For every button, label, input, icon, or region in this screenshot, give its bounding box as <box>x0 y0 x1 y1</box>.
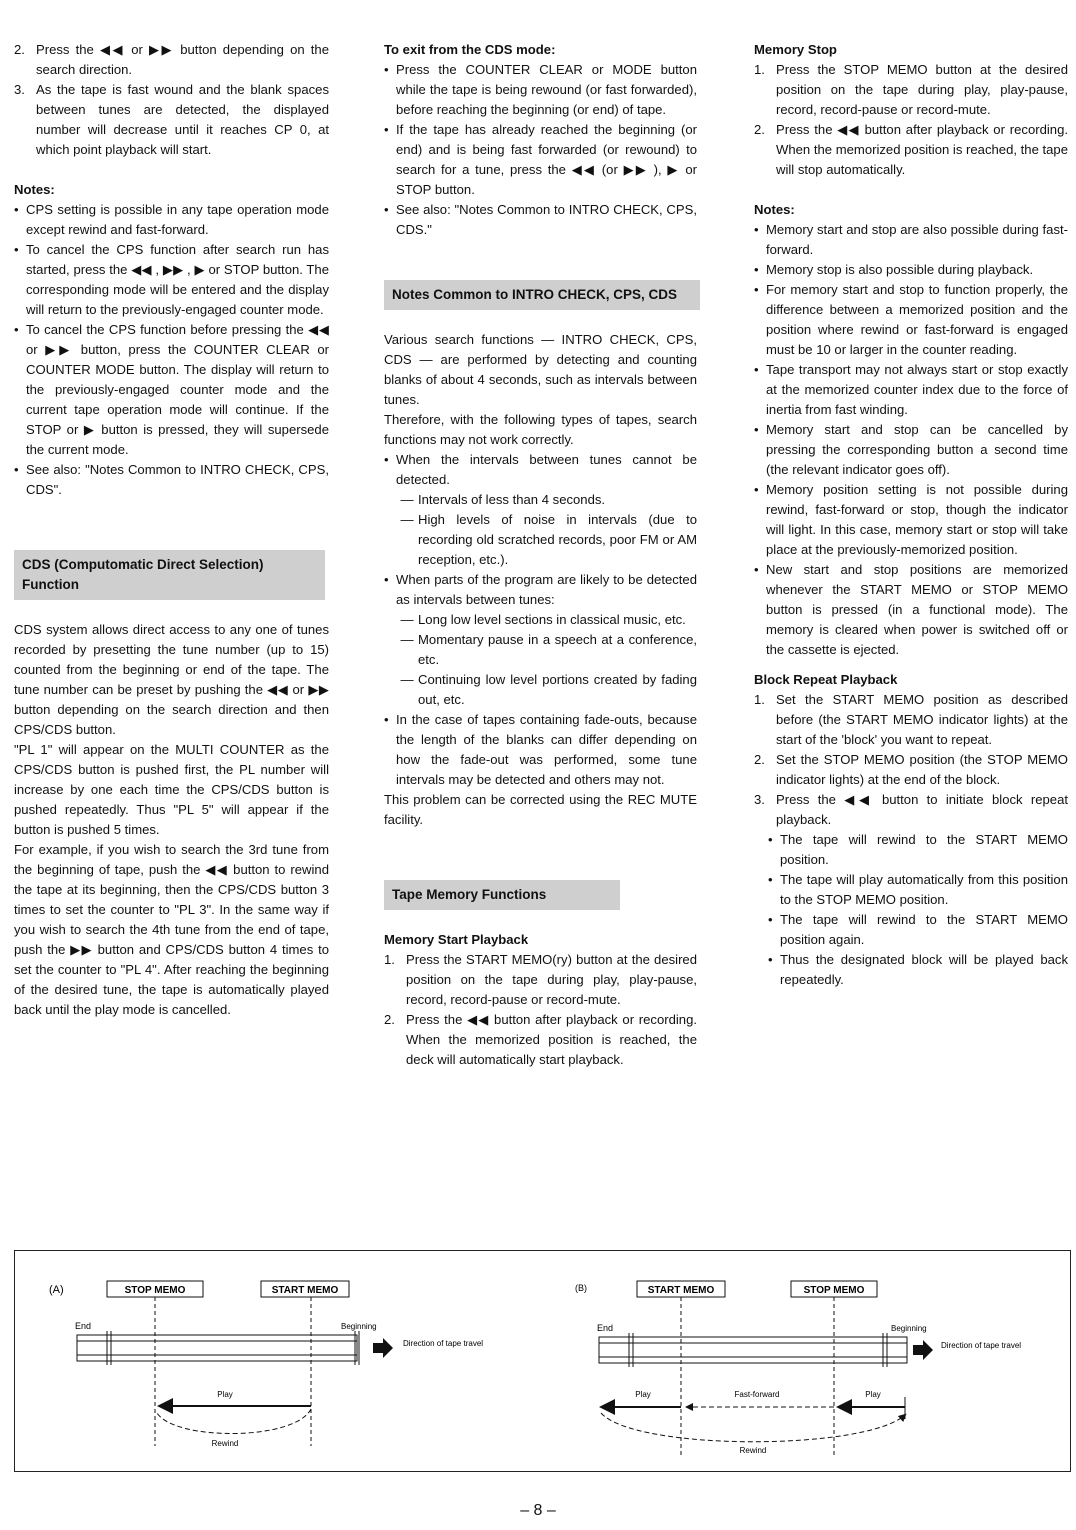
memory-stop-steps <box>754 60 1068 180</box>
bullet-icon: • <box>768 832 773 847</box>
bullet-icon: • <box>754 282 759 297</box>
direction-arrow-icon <box>373 1338 393 1358</box>
list-item <box>14 240 329 320</box>
list-item <box>754 420 1068 480</box>
list-item <box>768 870 1068 910</box>
list-item <box>754 60 1068 120</box>
page-number: – 8 – <box>520 1502 556 1519</box>
list-item <box>396 490 697 510</box>
bullet-icon: • <box>384 712 389 727</box>
bullet-icon: • <box>754 422 759 437</box>
block-repeat-steps <box>754 690 1068 830</box>
common-paragraph: Various search functions — INTRO CHECK, CPS, CDS — are performed by detecting and counting blanks of about 4 seconds, such as intervals between tunes. <box>384 332 697 407</box>
note-text: To cancel the CPS function after search run has started, press the ◀◀ , ▶▶ , ▶ or STOP button. The corresponding mode will be entered and the display will return to the previously-engaged counter mode. <box>26 242 329 317</box>
list-item <box>768 950 1068 990</box>
rewind-arrow <box>157 1409 311 1434</box>
cps-steps <box>14 40 329 160</box>
notes-heading: Notes: <box>14 182 55 197</box>
diagram-a <box>49 1281 483 1448</box>
note-text: For memory start and stop to function properly, the difference between a memorized position and the position where rewind or fast-forward is engaged must be 10 or larger in the counter reading. <box>766 282 1068 357</box>
list-item <box>14 320 329 460</box>
bullet-text: The tape will rewind to the START MEMO position again. <box>780 912 1068 947</box>
list-item <box>384 1010 697 1070</box>
note-text: CPS setting is possible in any tape operation mode except rewind and fast-forward. <box>26 202 329 237</box>
bullet-icon: • <box>768 872 773 887</box>
bullet-icon: • <box>754 262 759 277</box>
list-item <box>754 260 1068 280</box>
list-item <box>384 710 697 790</box>
cds-section-heading: CDS (Computomatic Direct Selection) Function <box>14 550 325 600</box>
exit-heading: To exit from the CDS mode: <box>384 42 556 57</box>
dash-icon: — <box>400 672 414 687</box>
list-item <box>768 910 1068 950</box>
bullet-text: The tape will rewind to the START MEMO position. <box>780 832 1068 867</box>
step-text: Set the START MEMO position as described before (the START MEMO indicator lights) at the start of the 'block' you want to repeat. <box>776 692 1068 747</box>
diagram-b-label: (B) <box>575 1283 587 1293</box>
play-label: Play <box>217 1390 233 1399</box>
play-label: Play <box>635 1390 651 1399</box>
list-item <box>396 510 697 570</box>
list-item <box>754 560 1068 660</box>
diagram-a-label: (A) <box>49 1284 64 1296</box>
common-text: In the case of tapes containing fade-outs, because the length of the blanks can differ depending on how the fade-out was performed, some tune intervals may be detected and others may not. <box>396 712 697 787</box>
sub-text: Momentary pause in a speech at a conference, etc. <box>418 632 697 667</box>
step-text: As the tape is fast wound and the blank spaces between tunes are detected, the displayed number will decrease until it reaches CP 0, at which point playback will start. <box>36 82 329 157</box>
note-text: New start and stop positions are memorized whenever the START MEMO or STOP MEMO button is pressed (in a functional mode). The memory is cleared when power is switched off or the cassette is ejected. <box>766 562 1068 657</box>
step-number: 2. <box>384 1012 395 1027</box>
bullet-icon: • <box>754 482 759 497</box>
stop-memo-label: STOP MEMO <box>124 1285 186 1296</box>
tape-memory-heading: Tape Memory Functions <box>384 880 620 910</box>
common-list <box>384 450 697 790</box>
exit-text: See also: "Notes Common to INTRO CHECK, CPS, CDS." <box>396 202 697 237</box>
list-item <box>14 80 329 160</box>
notes-list <box>754 220 1068 660</box>
dash-icon: — <box>400 612 414 627</box>
memory-stop-heading: Memory Stop <box>754 42 837 57</box>
column-1 <box>14 40 329 1020</box>
column-3 <box>754 40 1068 990</box>
memory-start-steps <box>384 950 697 1070</box>
list-item <box>384 200 697 240</box>
step-text: Press the ◀◀ button after playback or recording. When the memorized position is reached, the deck will automatically start playback. <box>406 1012 697 1067</box>
bullet-icon: • <box>384 452 389 467</box>
step-number: 1. <box>754 62 765 77</box>
note-text: Memory stop is also possible during playback. <box>766 262 1034 277</box>
start-memo-label: START MEMO <box>647 1285 715 1296</box>
column-2 <box>384 40 697 1070</box>
list-item <box>768 830 1068 870</box>
end-label: End <box>597 1323 614 1333</box>
sub-text: Long low level sections in classical music, etc. <box>418 612 686 627</box>
start-memo-label: START MEMO <box>271 1285 339 1296</box>
beginning-label: Beginning <box>891 1324 927 1333</box>
list-item <box>14 460 329 500</box>
step-text: Press the ◀◀ button after playback or recording. When the memorized position is reached, the tape will stop automatically. <box>776 122 1068 177</box>
note-text: To cancel the CPS function before pressing the ◀◀ or ▶▶ button, press the COUNTER CLEAR or COUNTER MODE button. The display will return to the previously-engaged counter mode and the current tape operation mode will continue. If the STOP or ▶ button is pressed, they will supersede the current mode. <box>26 322 329 457</box>
sub-text: Continuing low level portions created by fading out, etc. <box>418 672 697 707</box>
step-number: 2. <box>754 752 765 767</box>
bullet-icon: • <box>14 322 19 337</box>
list-item <box>396 630 697 670</box>
exit-list <box>384 60 697 240</box>
stop-memo-label: STOP MEMO <box>803 1285 865 1296</box>
cds-paragraph: "PL 1" will appear on the MULTI COUNTER as the CPS/CDS button is pushed first, the PL number will increase by one each time the CPS/CDS button is pushed repeatedly. Thus "PL 5" will appear if the button is pushed 5 times. <box>14 742 329 837</box>
rewind-arrow <box>601 1413 905 1442</box>
step-text: Set the STOP MEMO position (the STOP MEMO indicator lights) at the end of the block. <box>776 752 1068 787</box>
bullet-icon: • <box>768 912 773 927</box>
block-repeat-heading: Block Repeat Playback <box>754 672 898 687</box>
notes-heading: Notes: <box>754 202 795 217</box>
cds-paragraph: For example, if you wish to search the 3rd tune from the beginning of tape, push the ◀◀ button to rewind the tape at its beginning, then the CPS/CDS button 3 times to set the counter to "PL 3". In the same way if you wish to search the 4th tune from the end of tape, push the ▶▶ button and CPS/CDS button 4 times to set the counter to "PL 4". After reaching the beginning of the desired tune, the tape is automatically played back until the play mode is cancelled. <box>14 842 329 1017</box>
bullet-icon: • <box>754 562 759 577</box>
list-item <box>754 360 1068 420</box>
note-text: Memory start and stop are also possible during fast-forward. <box>766 222 1068 257</box>
list-item <box>754 750 1068 790</box>
bullet-icon: • <box>14 202 19 217</box>
beginning-label: Beginning <box>341 1322 377 1331</box>
bullet-icon: • <box>14 242 19 257</box>
step-number: 2. <box>754 122 765 137</box>
list-item <box>14 40 329 80</box>
common-paragraph: Therefore, with the following types of tapes, search functions may not work correctly. <box>384 412 697 447</box>
play-label: Play <box>865 1390 881 1399</box>
diagram-b <box>575 1281 1021 1456</box>
dash-icon: — <box>400 512 414 527</box>
bullet-icon: • <box>384 572 389 587</box>
direction-label: Direction of tape travel <box>403 1339 484 1348</box>
list-item <box>754 220 1068 260</box>
sub-text: Intervals of less than 4 seconds. <box>418 492 606 507</box>
note-text: Tape transport may not always start or stop exactly at the memorized counter index due to the force of inertia from fast winding. <box>766 362 1068 417</box>
step-number: 1. <box>384 952 395 967</box>
common-notes-heading: Notes Common to INTRO CHECK, CPS, CDS <box>384 280 700 310</box>
step-text: Press the ◀◀ or ▶▶ button depending on the search direction. <box>36 42 329 77</box>
tape-strip <box>77 1335 357 1361</box>
list-item <box>754 790 1068 830</box>
notes-list <box>14 200 329 500</box>
bullet-icon: • <box>754 222 759 237</box>
rewind-label: Rewind <box>211 1439 239 1448</box>
bullet-icon: • <box>754 362 759 377</box>
list-item <box>384 60 697 120</box>
bullet-icon: • <box>14 462 19 477</box>
list-item <box>396 670 697 710</box>
bullet-text: The tape will play automatically from this position to the STOP MEMO position. <box>780 872 1068 907</box>
cds-paragraph: CDS system allows direct access to any one of tunes recorded by presetting the tune number (up to 15) counted from the beginning or end of the tape. The tune number can be preset by pushing the ◀◀ or ▶▶ button depending on the search direction and then CPS/CDS button. <box>14 622 329 737</box>
rewind-label: Rewind <box>739 1446 767 1455</box>
exit-text: Press the COUNTER CLEAR or MODE button while the tape is being rewound (or fast forwarded), before reaching the beginning (or end) of tape. <box>396 62 697 117</box>
step-number: 3. <box>754 792 765 807</box>
dash-icon: — <box>400 492 414 507</box>
direction-arrow-icon <box>913 1340 933 1360</box>
step-text: Press the START MEMO(ry) button at the desired position on the tape during play, play-pause, record, record-pause or record-mute. <box>406 952 697 1007</box>
memory-start-heading: Memory Start Playback <box>384 932 529 947</box>
bullet-icon: • <box>384 122 389 137</box>
list-item <box>384 950 697 1010</box>
bullet-icon: • <box>384 62 389 77</box>
sub-list <box>384 610 697 710</box>
note-text: Memory position setting is not possible during rewind, fast-forward or stop, though the indicator will light. In this case, memory start or stop will take place at the previously-memorized position. <box>766 482 1068 557</box>
note-text: Memory start and stop can be cancelled by pressing the corresponding button a second time (the relevant indicator goes off). <box>766 422 1068 477</box>
end-label: End <box>75 1321 92 1331</box>
tape-strip <box>599 1337 907 1363</box>
bullet-icon: • <box>768 952 773 967</box>
common-text: When the intervals between tunes cannot be detected. <box>396 452 697 487</box>
step-number: 1. <box>754 692 765 707</box>
list-item <box>384 120 697 200</box>
list-item <box>384 570 697 610</box>
list-item <box>754 480 1068 560</box>
list-item <box>754 120 1068 180</box>
sub-list <box>384 490 697 570</box>
fast-forward-label: Fast-forward <box>734 1390 780 1399</box>
step-number: 3. <box>14 82 25 97</box>
common-paragraph: This problem can be corrected using the REC MUTE facility. <box>384 792 697 827</box>
direction-label: Direction of tape travel <box>941 1341 1022 1350</box>
common-text: When parts of the program are likely to be detected as intervals between tunes: <box>396 572 697 607</box>
step-text: Press the ◀◀ button to initiate block repeat playback. <box>776 792 1068 827</box>
list-item <box>396 610 697 630</box>
tape-memory-diagram <box>14 1250 1071 1472</box>
list-item <box>754 690 1068 750</box>
dash-icon: — <box>400 632 414 647</box>
exit-text: If the tape has already reached the beginning (or end) and is being fast forwarded (or rewound) to search for a tune, press the ◀◀ (or ▶▶ ), ▶ or STOP button. <box>396 122 697 197</box>
block-repeat-bullets <box>754 830 1068 990</box>
bullet-icon: • <box>384 202 389 217</box>
list-item <box>384 450 697 490</box>
sub-text: High levels of noise in intervals (due to recording old scratched records, poor FM or AM reception, etc.). <box>418 512 697 567</box>
list-item <box>14 200 329 240</box>
bullet-text: Thus the designated block will be played back repeatedly. <box>780 952 1068 987</box>
note-text: See also: "Notes Common to INTRO CHECK, CPS, CDS". <box>26 462 329 497</box>
step-text: Press the STOP MEMO button at the desired position on the tape during play, play-pause, record, record-pause or record-mute. <box>776 62 1068 117</box>
list-item <box>754 280 1068 360</box>
step-number: 2. <box>14 42 25 57</box>
